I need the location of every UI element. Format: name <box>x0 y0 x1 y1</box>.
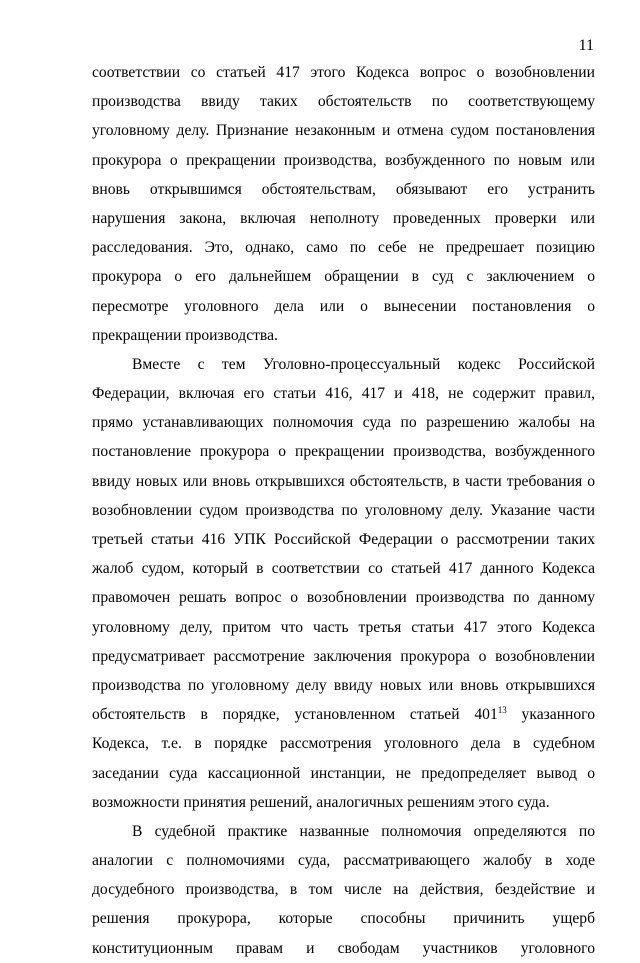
text-line: ввиду новых или вновь открывшихся обстоятельств, в части требования о <box>92 472 595 490</box>
text-line-with-footnote <box>92 700 595 729</box>
text-line: Федерации, включая его статьи 416, 417 и 418, не содержит правил, <box>92 385 595 403</box>
paragraph-3 <box>92 817 595 963</box>
text-line: уголовному делу. Признание незаконным и отмена судом постановления <box>92 122 595 140</box>
text-line: пересмотре уголовного дела или о вынесении постановления о <box>92 297 595 315</box>
text-line: производства по уголовному делу ввиду новых или вновь открывшихся <box>92 676 595 694</box>
page-number: 11 <box>578 37 594 54</box>
text-line: прокурора о прекращении производства, возбужденного по новым или <box>92 151 595 169</box>
text-line: решения прокурора, которые способны причинить ущерб <box>92 910 595 928</box>
text-line: правомочен решать вопрос о возобновлении производства по данному <box>92 589 595 607</box>
text-fragment: обстоятельств в порядке, установленном статьей 401 <box>92 706 498 724</box>
text-line: досудебного производства, в том числе на действия, бездействие и <box>92 881 595 899</box>
text-line: постановление прокурора о прекращении производства, возбужденного <box>92 443 595 461</box>
text-line: конституционным правам и свободам участников уголовного <box>92 939 595 957</box>
text-line: возобновлении судом производства по уголовному делу. Указание части <box>92 501 595 519</box>
text-line: В судебной практике названные полномочия определяются по <box>132 822 595 840</box>
text-line: нарушения закона, включая неполноту проведенных проверки или <box>92 209 595 227</box>
paragraph-2 <box>92 350 595 817</box>
text-line: расследования. Это, однако, само по себе не предрешает позицию <box>92 239 595 257</box>
text-line: прекращении производства. <box>92 326 278 344</box>
text-line: уголовному делу, притом что часть третья статьи 417 этого Кодекса <box>92 618 595 636</box>
footnote-reference: 13 <box>497 705 507 716</box>
text-line: третьей статьи 416 УПК Российской Федерации о рассмотрении таких <box>92 531 595 548</box>
text-line: Вместе с тем Уголовно-процессуальный кодекс Российской <box>132 355 595 373</box>
text-line: соответствии со статьей 417 этого Кодекса вопрос о возобновлении <box>92 64 595 81</box>
text-line: жалоб судом, который в соответствии со статьей 417 данного Кодекса <box>92 560 595 578</box>
document-body <box>92 58 595 963</box>
text-line: прокурора о его дальнейшем обращении в суд с заключением о <box>92 268 595 286</box>
text-line: вновь открывшимся обстоятельствам, обязывают его устранить <box>92 180 595 198</box>
paragraph-1 <box>92 58 595 350</box>
text-line: возможности принятия решений, аналогичных решениям этого суда. <box>92 793 550 811</box>
text-line: Кодекса, т.е. в порядке рассмотрения уголовного дела в судебном <box>92 735 595 753</box>
text-line: заседании суда кассационной инстанции, не предопределяет вывод о <box>92 764 595 782</box>
text-line: предусматривает рассмотрение заключения прокурора о возобновлении <box>92 647 595 665</box>
text-line: аналогии с полномочиями суда, рассматривающего жалобу в ходе <box>92 852 595 870</box>
text-line: прямо устанавливающих полномочия суда по разрешению жалобы на <box>92 414 595 432</box>
text-line: производства ввиду таких обстоятельств по соответствующему <box>92 93 595 111</box>
text-fragment: указанного <box>506 706 595 724</box>
